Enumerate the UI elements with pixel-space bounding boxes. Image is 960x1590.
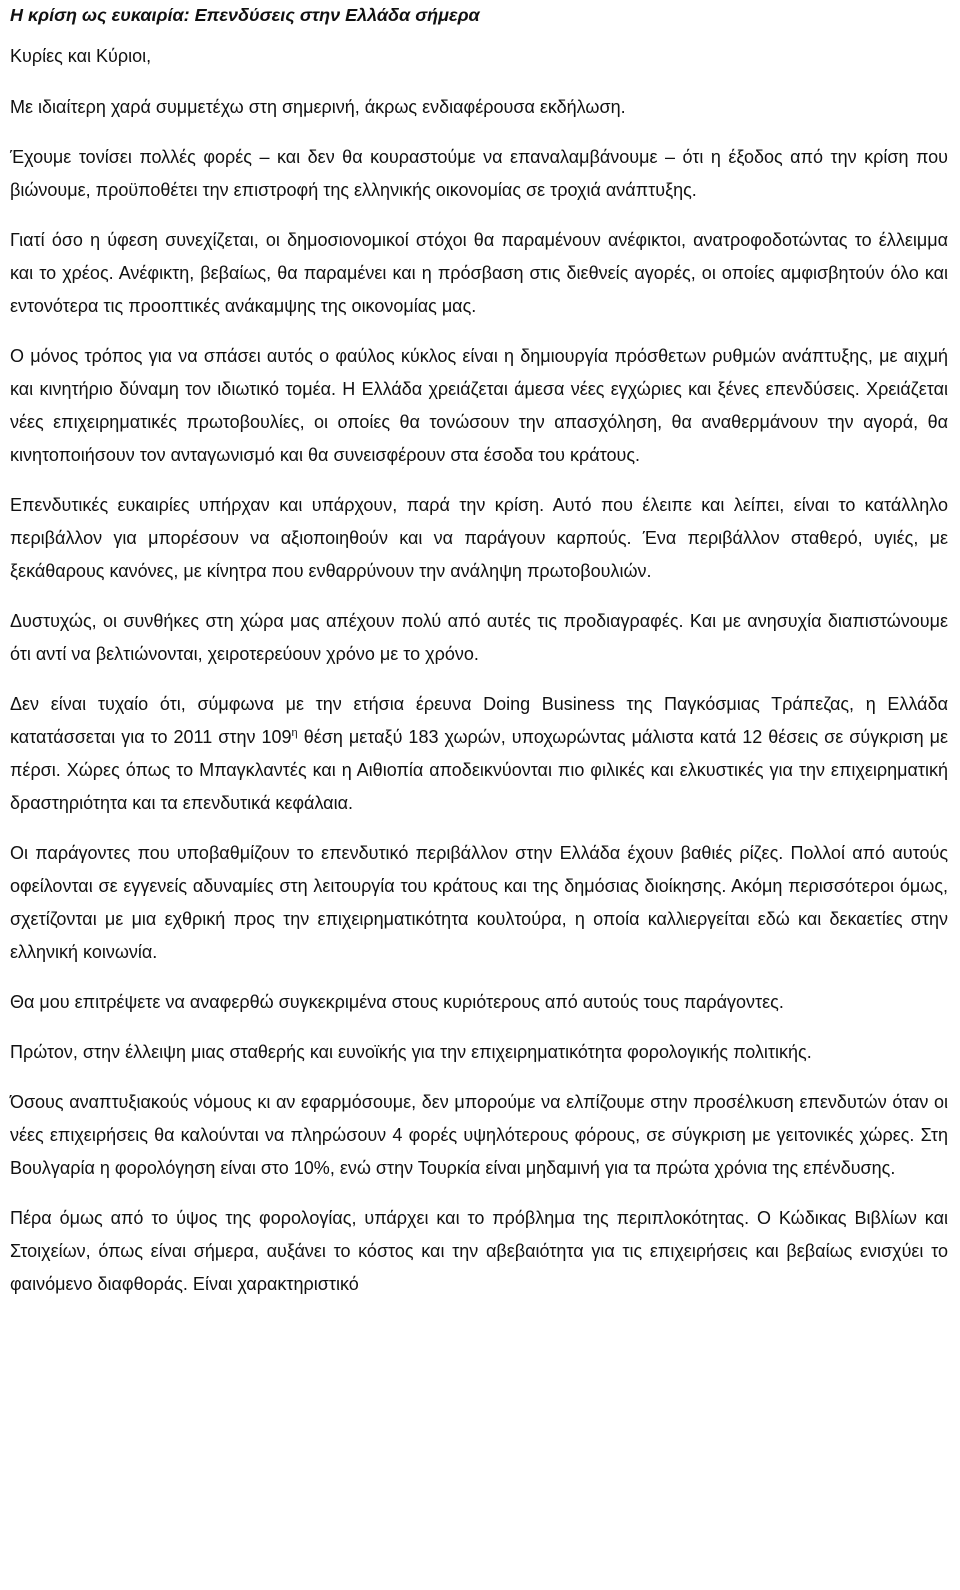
- paragraph: Πρώτον, στην έλλειψη μιας σταθερής και ευνοϊκής για την επιχειρηματικότητα φορολογικής πολιτικής.: [10, 1042, 812, 1062]
- salutation: Κυρίες και Κύριοι,: [10, 46, 152, 66]
- paragraph: Επενδυτικές ευκαιρίες υπήρχαν και υπάρχουν, παρά την κρίση. Αυτό που έλειπε και λείπει, είναι το κατάλληλο περιβάλλον για μπορέσουν να αξιοποιηθούν και να παράγουν καρπούς. Ένα περιβάλλον σταθερό, υγιές, με ξεκάθαρους κανόνες, με κίνητρα που ενθαρρύνουν την ανάληψη πρωτοβουλιών.: [10, 495, 948, 581]
- document-title: Η κρίση ως ευκαιρία: Επενδύσεις στην Ελλάδα σήμερα: [10, 5, 480, 25]
- paragraph: Οι παράγοντες που υποβαθμίζουν το επενδυτικό περιβάλλον στην Ελλάδα έχουν βαθιές ρίζες. Πολλοί από αυτούς οφείλονται σε εγγενείς αδυναμίες στη λειτουργία του κράτους και της δημόσιας διοίκησης. Ακόμη περισσότεροι όμως, σχετίζονται με μια εχθρική προς την επιχειρηματικότητα κουλτούρα, η οποία καλλιεργείται εδώ και δεκαετίες στην ελληνική κοινωνία.: [10, 843, 948, 962]
- paragraph: Δυστυχώς, οι συνθήκες στη χώρα μας απέχουν πολύ από αυτές τις προδιαγραφές. Και με ανησυχία διαπιστώνουμε ότι αντί να βελτιώνονται, χειροτερεύουν χρόνο με το χρόνο.: [10, 611, 948, 664]
- paragraph-text-before-superscript: Δεν είναι τυχαίο ότι, σύμφωνα με την ετήσια έρευνα Doing Business της Παγκόσμιας Τράπεζας, η Ελλάδα κατατάσσεται για το 2011 στην 109: [10, 694, 948, 747]
- ordinal-superscript: η: [291, 727, 298, 739]
- paragraph-text-after-superscript: θέση μεταξύ 183 χωρών, υποχωρώντας μάλιστα κατά 12 θέσεις σε σύγκριση με πέρσι. Χώρες όπως το Μπαγκλαντές και η Αιθιοπία αποδεικνύονται πιο φιλικές και ελκυστικές για την επιχειρηματική δραστηριότητα και τα επενδυτικά κεφάλαια.: [10, 727, 949, 813]
- paragraph: Έχουμε τονίσει πολλές φορές – και δεν θα κουραστούμε να επαναλαμβάνουμε – ότι η έξοδος από την κρίση που βιώνουμε, προϋποθέτει την επιστροφή της ελληνικής οικονομίας σε τροχιά ανάπτυξης.: [10, 147, 948, 200]
- paragraph: Γιατί όσο η ύφεση συνεχίζεται, οι δημοσιονομικοί στόχοι θα παραμένουν ανέφικτοι, ανατροφοδοτώντας το έλλειμμα και το χρέος. Ανέφικτη, βεβαίως, θα παραμένει και η πρόσβαση στις διεθνείς αγορές, οι οποίες αμφισβητούν όλο και εντονότερα τις προοπτικές ανάκαμψης της οικονομίας μας.: [10, 230, 948, 316]
- paragraph: Όσους αναπτυξιακούς νόμους κι αν εφαρμόσουμε, δεν μπορούμε να ελπίζουμε στην προσέλκυση επενδυτών όταν οι νέες επιχειρήσεις θα καλούνται να πληρώσουν 4 φορές υψηλότερους φόρους, σε σύγκριση με γειτονικές χώρες. Στη Βουλγαρία η φορολόγηση είναι στο 10%, ενώ στην Τουρκία είναι μηδαμινή για τα πρώτα χρόνια της επένδυσης.: [10, 1092, 948, 1178]
- paragraph: Με ιδιαίτερη χαρά συμμετέχω στη σημερινή, άκρως ενδιαφέρουσα εκδήλωση.: [10, 97, 626, 117]
- paragraph: Πέρα όμως από το ύψος της φορολογίας, υπάρχει και το πρόβλημα της περιπλοκότητας. Ο Κώδικας Βιβλίων και Στοιχείων, όπως είναι σήμερα, αυξάνει το κόστος και την αβεβαιότητα για τις επιχειρήσεις και βεβαίως ενισχύει το φαινόμενο διαφθοράς. Είναι χαρακτηριστικό: [10, 1208, 948, 1294]
- paragraph-doing-business: [10, 688, 948, 820]
- paragraph: Ο μόνος τρόπος για να σπάσει αυτός ο φαύλος κύκλος είναι η δημιουργία πρόσθετων ρυθμών ανάπτυξης, με αιχμή και κινητήριο δύναμη τον ιδιωτικό τομέα. Η Ελλάδα χρειάζεται άμεσα νέες εγχώριες και ξένες επενδύσεις. Χρειάζεται νέες επιχειρηματικές πρωτοβουλίες, οι οποίες θα τονώσουν την απασχόληση, θα αναθερμάνουν την αγορά, θα κινητοποιήσουν τον ανταγωνισμό και θα συνεισφέρουν στα έσοδα του κράτους.: [10, 346, 948, 465]
- paragraph: Θα μου επιτρέψετε να αναφερθώ συγκεκριμένα στους κυριότερους από αυτούς τους παράγοντες.: [10, 992, 784, 1012]
